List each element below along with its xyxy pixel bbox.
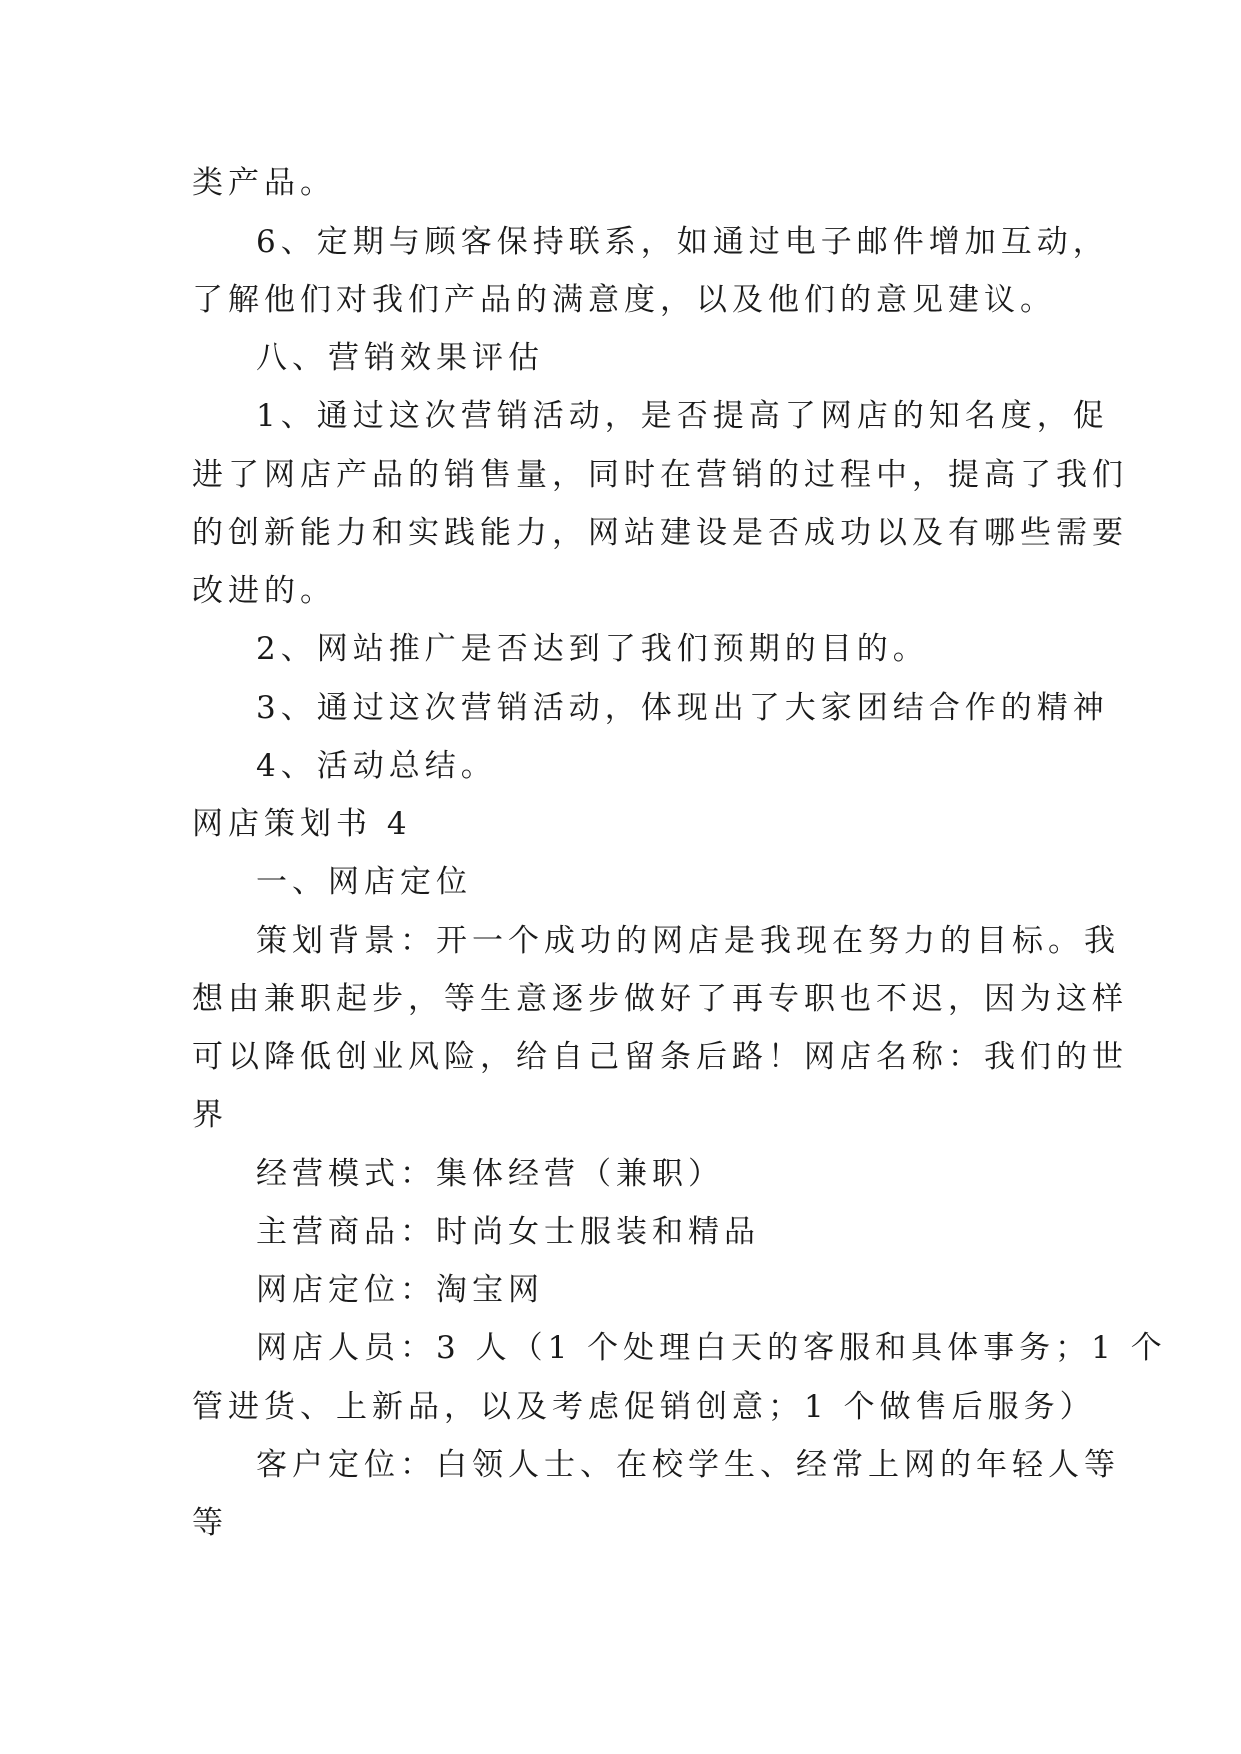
- paragraph-line: 网店定位：淘宝网: [256, 1272, 544, 1308]
- paragraph-line: 改进的。: [192, 573, 336, 609]
- paragraph-line: 经营模式：集体经营（兼职）: [256, 1156, 724, 1192]
- document-title: 网店策划书 4: [192, 806, 412, 842]
- paragraph-line: 等: [192, 1505, 228, 1541]
- paragraph-line: 2、网站推广是否达到了我们预期的目的。: [256, 631, 929, 667]
- paragraph-line: 1、通过这次营销活动，是否提高了网店的知名度，促: [256, 398, 1109, 434]
- paragraph-line: 3、通过这次营销活动，体现出了大家团结合作的精神: [256, 690, 1109, 726]
- paragraph-line: 了解他们对我们产品的满意度，以及他们的意见建议。: [192, 282, 1056, 318]
- paragraph-line: 策划背景：开一个成功的网店是我现在努力的目标。我: [256, 923, 1120, 959]
- paragraph-line: 网店人员：3 人（1 个处理白天的客服和具体事务；1 个: [256, 1330, 1167, 1366]
- paragraph-line: 主营商品：时尚女士服装和精品: [256, 1214, 760, 1250]
- paragraph-line: 6、定期与顾客保持联系，如通过电子邮件增加互动，: [256, 224, 1109, 260]
- paragraph-line: 的创新能力和实践能力，网站建设是否成功以及有哪些需要: [192, 515, 1128, 551]
- paragraph-line: 可以降低创业风险，给自己留条后路！网店名称：我们的世: [192, 1039, 1128, 1075]
- paragraph-line: 类产品。: [192, 165, 336, 201]
- paragraph-line: 管进货、上新品，以及考虑促销创意；1 个做售后服务）: [192, 1389, 1096, 1425]
- paragraph-line: 界: [192, 1097, 228, 1133]
- paragraph-line: 进了网店产品的销售量，同时在营销的过程中，提高了我们: [192, 457, 1128, 493]
- paragraph-line: 客户定位：白领人士、在校学生、经常上网的年轻人等: [256, 1447, 1120, 1483]
- paragraph-line: 想由兼职起步，等生意逐步做好了再专职也不迟，因为这样: [192, 981, 1128, 1017]
- paragraph-line: 4、活动总结。: [256, 748, 497, 784]
- section-heading: 一、网店定位: [256, 864, 472, 900]
- section-heading: 八、营销效果评估: [256, 340, 544, 376]
